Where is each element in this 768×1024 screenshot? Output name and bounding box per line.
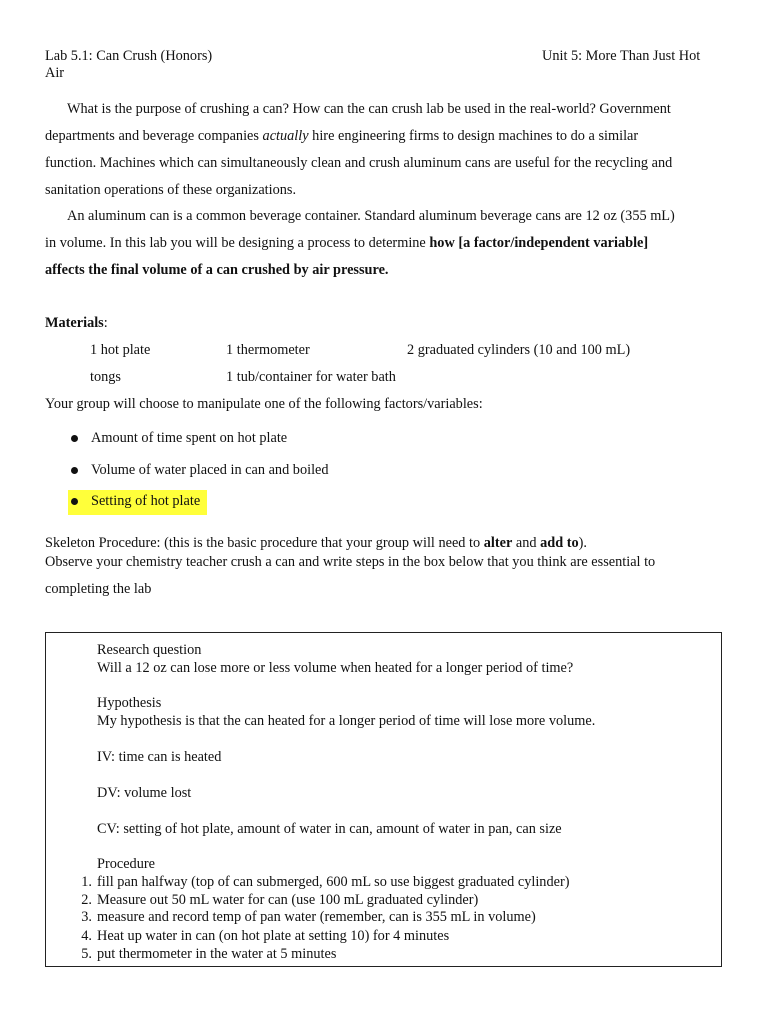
header-unit-title-wrap: Air bbox=[45, 65, 65, 81]
skeleton-line-1 bbox=[45, 535, 587, 552]
material-thermometer: 1 thermometer bbox=[226, 342, 310, 358]
material-hot-plate: 1 hot plate bbox=[90, 342, 151, 358]
factor-label: Setting of hot plate bbox=[91, 493, 201, 509]
research-question-heading: Research question bbox=[97, 642, 202, 658]
skeleton-line-2: Observe your chemistry teacher crush a can and write steps in the box below that you think are essential to bbox=[45, 554, 656, 570]
bullet-icon bbox=[71, 467, 78, 474]
skeleton-add-to: add to bbox=[540, 535, 579, 551]
step-text: Heat up water in can (on hot plate at setting 10) for 4 minutes bbox=[97, 928, 450, 944]
skeleton-line-1-end: ). bbox=[578, 535, 587, 551]
skeleton-line-1-a: Skeleton Procedure: (this is the basic procedure that your group will need to bbox=[45, 535, 484, 551]
materials-heading-text: Materials bbox=[45, 315, 104, 331]
intro-line-2-b: hire engineering firms to design machines to do a similar bbox=[308, 128, 639, 144]
factor-label: Amount of time spent on hot plate bbox=[91, 430, 288, 446]
step-number: 2. bbox=[81, 892, 92, 908]
step-number: 5. bbox=[81, 946, 92, 962]
skeleton-line-3: completing the lab bbox=[45, 581, 152, 597]
dependent-variable: DV: volume lost bbox=[97, 785, 192, 801]
step-text: fill pan halfway (top of can submerged, 600 mL so use biggest graduated cylinder) bbox=[97, 874, 570, 890]
intro-line-2-a: departments and beverage companies bbox=[45, 128, 263, 144]
bullet-icon bbox=[71, 498, 78, 505]
materials-heading bbox=[45, 315, 108, 332]
controlled-variables: CV: setting of hot plate, amount of water in can, amount of water in pan, can size bbox=[97, 821, 562, 837]
procedure-box bbox=[45, 632, 722, 967]
factor-item-setting bbox=[68, 490, 207, 515]
intro-line-5: An aluminum can is a common beverage container. Standard aluminum beverage cans are 12 oz (355 mL) bbox=[67, 208, 675, 224]
intro-line-6-bold: how [a factor/independent variable] bbox=[429, 235, 649, 251]
factor-item-time bbox=[68, 430, 328, 452]
intro-line-3: function. Machines which can simultaneously clean and crush aluminum cans are useful for the recycling and bbox=[45, 155, 673, 171]
material-graduated-cylinders: 2 graduated cylinders (10 and 100 mL) bbox=[407, 342, 631, 358]
hypothesis-heading: Hypothesis bbox=[97, 695, 162, 711]
hypothesis-text: My hypothesis is that the can heated for a longer period of time will lose more volume. bbox=[97, 713, 596, 729]
skeleton-alter: alter bbox=[483, 535, 513, 551]
research-question-text: Will a 12 oz can lose more or less volume when heated for a longer period of time? bbox=[97, 660, 574, 676]
intro-line-2 bbox=[45, 128, 638, 145]
intro-line-4: sanitation operations of these organizations. bbox=[45, 182, 297, 198]
bullet-icon bbox=[71, 435, 78, 442]
skeleton-line-1-mid: and bbox=[512, 535, 541, 551]
step-number: 3. bbox=[81, 909, 92, 925]
intro-line-6-a: in volume. In this lab you will be designing a process to determine bbox=[45, 235, 430, 251]
material-tub: 1 tub/container for water bath bbox=[226, 369, 396, 385]
step-text: put thermometer in the water at 5 minutes bbox=[97, 946, 337, 962]
material-tongs: tongs bbox=[90, 369, 121, 385]
factor-label: Volume of water placed in can and boiled bbox=[91, 462, 329, 478]
materials-heading-colon: : bbox=[103, 315, 108, 331]
intro-line-1: What is the purpose of crushing a can? How can the can crush lab be used in the real-world? Government bbox=[67, 101, 671, 117]
step-number: 4. bbox=[81, 928, 92, 944]
intro-line-7: affects the final volume of a can crushed by air pressure. bbox=[45, 262, 389, 278]
step-number: 1. bbox=[81, 874, 92, 890]
factors-intro: Your group will choose to manipulate one of the following factors/variables: bbox=[45, 396, 483, 412]
intro-line-2-italic: actually bbox=[262, 128, 309, 144]
step-text: measure and record temp of pan water (remember, can is 355 mL in volume) bbox=[97, 909, 536, 925]
factor-item-volume bbox=[68, 462, 368, 484]
procedure-heading: Procedure bbox=[97, 856, 155, 872]
step-text: Measure out 50 mL water for can (use 100 mL graduated cylinder) bbox=[97, 892, 479, 908]
header-lab-title: Lab 5.1: Can Crush (Honors) bbox=[45, 48, 213, 64]
intro-line-6 bbox=[45, 235, 648, 252]
header-unit-title: Unit 5: More Than Just Hot bbox=[542, 48, 701, 64]
independent-variable: IV: time can is heated bbox=[97, 749, 222, 765]
